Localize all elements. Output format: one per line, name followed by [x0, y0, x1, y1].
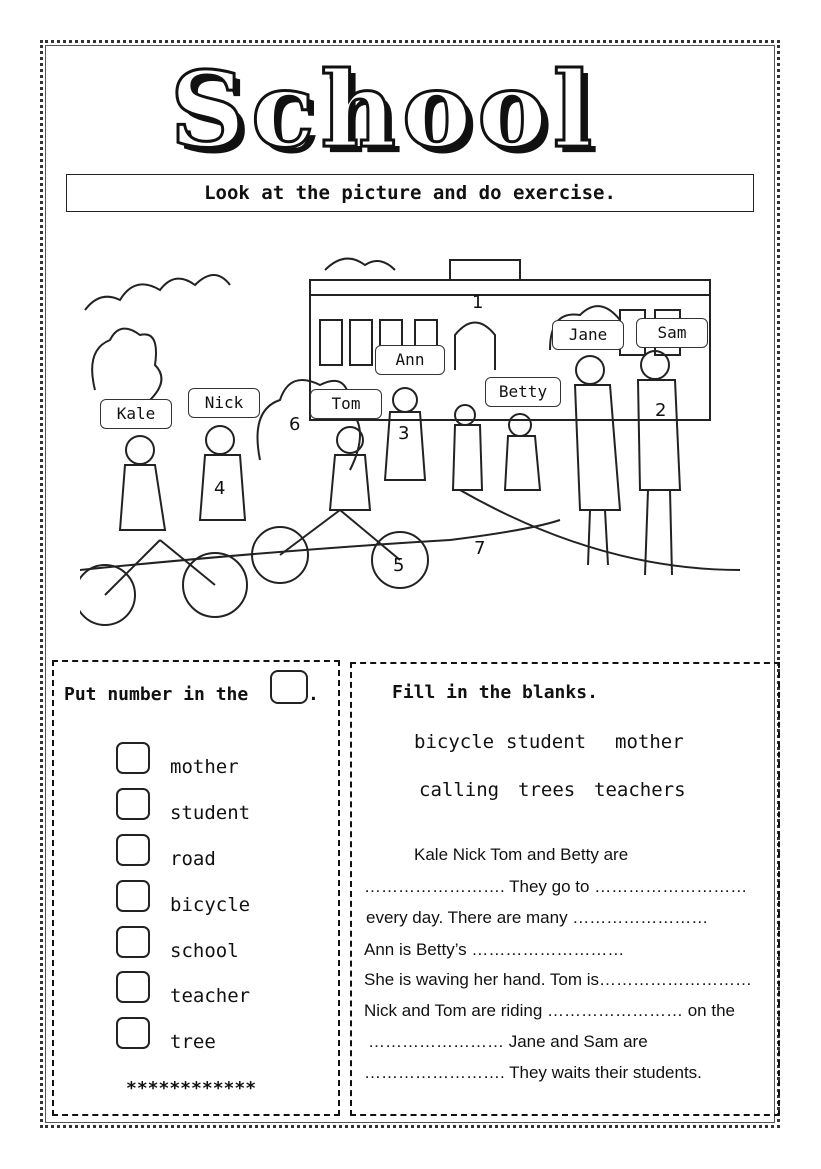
list-item: student: [116, 788, 316, 828]
person-sam: [638, 351, 680, 575]
school-illustration: [80, 240, 740, 640]
picture-number: 1: [472, 292, 484, 313]
list-item: mother: [116, 742, 316, 782]
heading-period: .: [308, 684, 319, 705]
sentence-line: ……………………. They waits their students.: [364, 1063, 702, 1082]
tree: [92, 329, 161, 400]
name-tag-kale: Kale: [100, 399, 172, 429]
stars-divider: ************: [126, 1078, 257, 1099]
instruction-box: Look at the picture and do exercise.: [66, 174, 754, 212]
word-bank-item: teachers: [594, 779, 686, 801]
sentence-line: She is waving her hand. Tom is………………………: [364, 970, 752, 989]
name-tag-tom: Tom: [310, 389, 382, 419]
answer-box[interactable]: [116, 834, 150, 866]
sentence-line: ……………………. They go to ………………………: [364, 877, 748, 896]
list-item: tree: [116, 1017, 316, 1057]
picture-number: 6: [289, 414, 301, 435]
answer-box[interactable]: [116, 880, 150, 912]
fill-blanks-heading: Fill in the blanks.: [392, 682, 598, 703]
word-bank-item: trees: [518, 779, 576, 801]
word-bank-item: calling: [419, 779, 500, 801]
sentence-line: Kale Nick Tom and Betty are: [414, 845, 629, 864]
number-exercise-heading: Put number in the: [64, 684, 249, 705]
answer-box[interactable]: [116, 788, 150, 820]
cloud: [325, 259, 395, 270]
name-tag-nick: Nick: [188, 388, 260, 418]
sentence-line: Ann is Betty’s ………………………: [364, 940, 625, 959]
answer-box[interactable]: [116, 926, 150, 958]
list-item: school: [116, 926, 316, 966]
person-betty: [505, 414, 540, 490]
name-tag-ann: Ann: [375, 345, 445, 375]
picture-number: 2: [655, 400, 667, 421]
person-nick: [200, 426, 245, 520]
sentence-line: …………………… Jane and Sam are: [368, 1032, 648, 1051]
word-bank-item: mother: [615, 731, 684, 753]
answer-box[interactable]: [116, 1017, 150, 1049]
list-item: bicycle: [116, 880, 316, 920]
picture-number: 3: [398, 423, 410, 444]
cloud: [85, 275, 230, 310]
heading-box-icon: [270, 670, 308, 704]
school-door: [455, 323, 495, 371]
person-jane: [575, 356, 620, 565]
picture-number: 5: [393, 555, 405, 576]
sentence-line: Nick and Tom are riding …………………… on the: [364, 1001, 735, 1020]
page-title: School: [170, 48, 599, 171]
sentence-line: every day. There are many ……………………: [366, 908, 709, 927]
person-kale: [120, 436, 165, 530]
word-bank-item: bicycle: [414, 731, 495, 753]
list-item: road: [116, 834, 316, 874]
list-item: teacher: [116, 971, 316, 1011]
name-tag-betty: Betty: [485, 377, 561, 407]
word-bank-item: student: [506, 731, 587, 753]
picture-number: 7: [474, 538, 486, 559]
name-tag-sam: Sam: [636, 318, 708, 348]
name-tag-jane: Jane: [552, 320, 624, 350]
answer-box[interactable]: [116, 742, 150, 774]
picture-number: 4: [214, 478, 226, 499]
answer-box[interactable]: [116, 971, 150, 1003]
road: [80, 520, 560, 570]
